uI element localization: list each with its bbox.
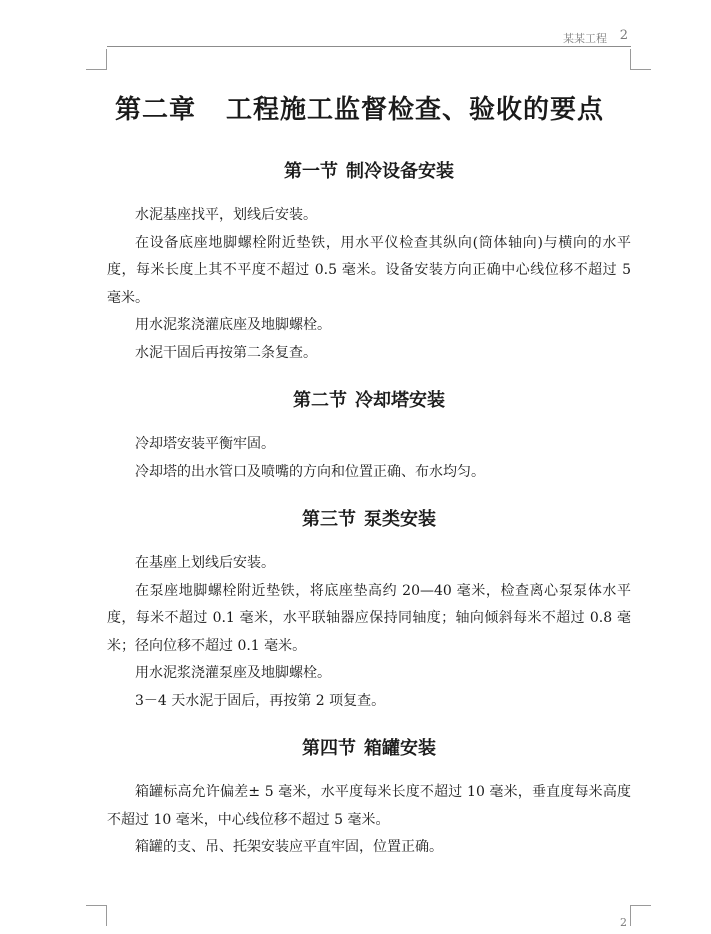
section-heading: 箱罐安装 <box>364 738 436 759</box>
document-body <box>107 88 631 862</box>
section-title <box>107 387 631 415</box>
paragraph: 在基座上划线后安装。 <box>135 555 275 571</box>
header-page-number: 2 <box>619 28 628 43</box>
crop-mark-bottom-right <box>630 905 651 926</box>
paragraph: 在泵座地脚螺栓附近垫铁，将底座垫高约 20—40 毫米，检查离心泵泵体水平度，每米不超过 0.1 毫米，水平联轴器应保持同轴度；轴向倾斜每米不超过 0.8 毫米；径向位移不超过 0.1 毫米。 <box>107 582 631 654</box>
chapter-heading: 工程施工监督检查、验收的要点 <box>226 95 605 125</box>
section-number: 第三节 <box>302 509 356 530</box>
section-heading: 冷却塔安装 <box>355 390 445 411</box>
paragraph: 冷却塔安装平衡牢固。 <box>135 436 275 452</box>
crop-mark-bottom-left <box>86 905 107 926</box>
section-title <box>107 735 631 763</box>
section-title <box>107 158 631 186</box>
paragraph: 箱罐的支、吊、托架安装应平直牢固，位置正确。 <box>135 839 443 855</box>
paragraph: 用水泥浆浇灌底座及地脚螺栓。 <box>135 317 331 333</box>
chapter-label: 第二章 <box>115 95 197 125</box>
paragraph: 水泥基座找平，划线后安装。 <box>135 207 317 223</box>
paragraph: 水泥干固后再按第二条复查。 <box>135 344 317 361</box>
crop-mark-top-left <box>86 49 107 70</box>
paragraph: 冷却塔的出水管口及喷嘴的方向和位置正确、布水均匀。 <box>135 463 485 480</box>
paragraph: 用水泥浆浇灌泵座及地脚螺栓。 <box>135 665 331 681</box>
section-number: 第一节 <box>284 161 338 182</box>
section-number: 第二节 <box>293 390 347 411</box>
chapter-title <box>107 88 631 132</box>
section-heading: 泵类安装 <box>364 509 436 530</box>
section-number: 第四节 <box>302 738 356 759</box>
footer-page-number: 2 <box>620 916 627 929</box>
paragraph: 在设备底座地脚螺栓附近垫铁，用水平仪检查其纵向(筒体轴向)与横向的水平度，每米长度上其不平度不超过 0.5 毫米。设备安装方向正确中心线位移不超过 5 毫米。 <box>107 234 631 306</box>
header-title: 某某工程 <box>563 32 607 45</box>
section-title <box>107 506 631 534</box>
paragraph: 箱罐标高允许偏差± 5 毫米，水平度每米长度不超过 10 毫米，垂直度每米高度不超过 10 毫米，中心线位移不超过 5 毫米。 <box>107 784 631 828</box>
page-header <box>107 28 631 47</box>
crop-mark-top-right <box>630 49 651 70</box>
paragraph: 3－4 天水泥于固后，再按第 2 项复查。 <box>135 692 386 709</box>
section-heading: 制冷设备安装 <box>346 161 454 182</box>
